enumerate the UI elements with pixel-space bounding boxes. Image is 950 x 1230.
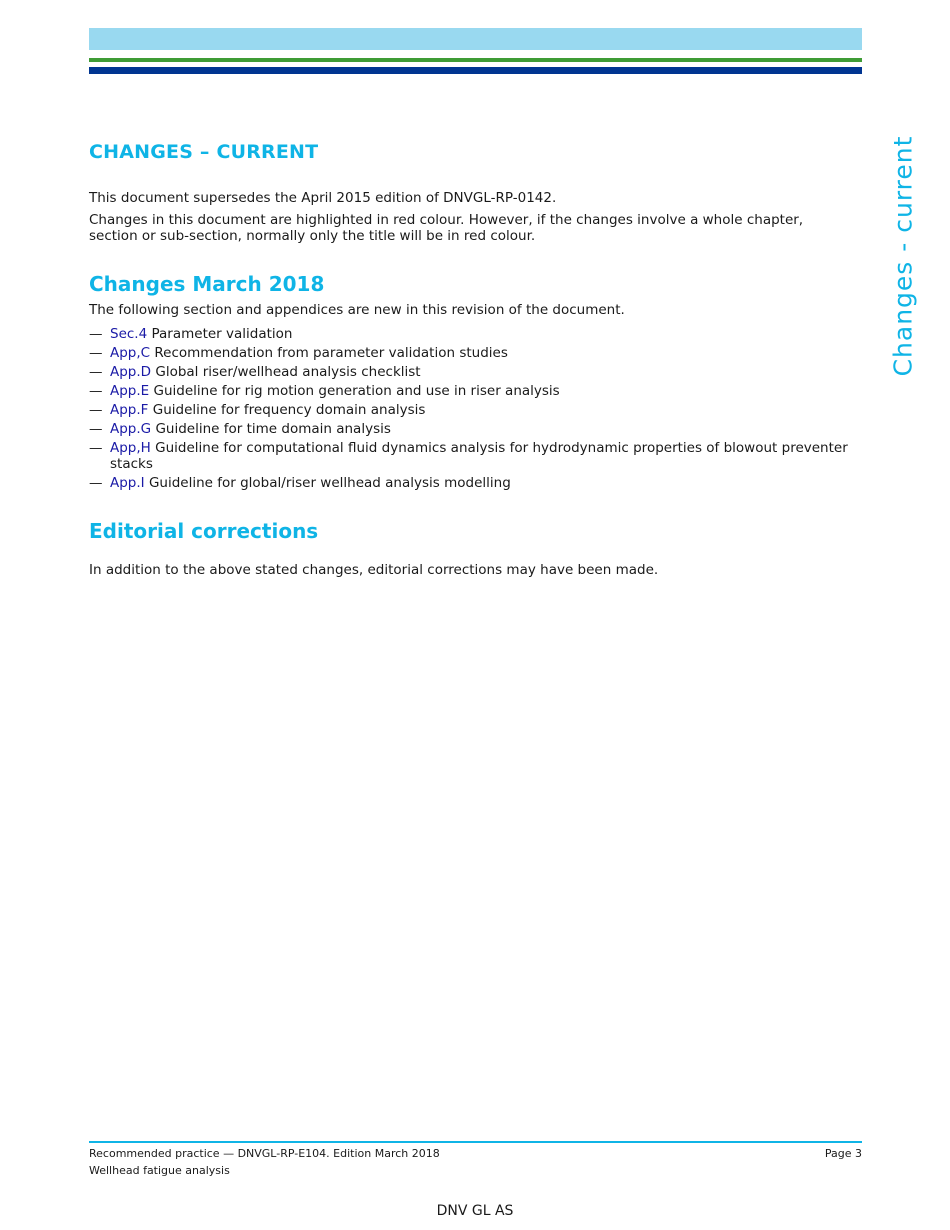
list-item — [89, 383, 849, 399]
dash-bullet: — — [89, 383, 103, 399]
list-item-text: Recommendation from parameter validation studies — [154, 345, 508, 361]
appendix-link[interactable]: App.D — [110, 364, 152, 380]
dash-bullet: — — [89, 326, 103, 342]
sidebar-label-text: Changes - current — [888, 135, 918, 377]
list-item — [89, 326, 849, 342]
section-title-editorial: Editorial corrections — [89, 519, 319, 543]
footer-document-id: Recommended practice — DNVGL-RP-E104. Edition March 2018 — [89, 1147, 440, 1160]
editorial-text: In addition to the above stated changes, editorial corrections may have been made. — [89, 562, 659, 578]
dash-bullet: — — [89, 345, 103, 361]
list-item — [89, 440, 849, 472]
appendix-link[interactable]: App,C — [110, 345, 151, 361]
list-item-text: Guideline for global/riser wellhead analysis modelling — [148, 475, 511, 491]
list-item — [89, 364, 849, 380]
page-title: CHANGES – CURRENT — [89, 141, 319, 163]
list-item — [89, 421, 849, 437]
list-item-text: Guideline for rig motion generation and use in riser analysis — [153, 383, 560, 399]
company-name: DNV GL AS — [436, 1203, 514, 1219]
header-band-navy — [89, 67, 862, 74]
changes-lead: The following section and appendices are new in this revision of the document. — [89, 302, 625, 318]
intro-paragraph-1: This document supersedes the April 2015 edition of DNVGL-RP-0142. — [89, 190, 557, 206]
list-item — [89, 475, 849, 491]
sidebar-section-label — [888, 135, 918, 377]
dash-bullet: — — [89, 402, 103, 418]
dash-bullet: — — [89, 364, 103, 380]
section-title-changes: Changes March 2018 — [89, 272, 325, 296]
header-band-green — [89, 58, 862, 62]
appendix-link[interactable]: App.E — [110, 383, 150, 399]
footer-page-number: Page 3 — [824, 1147, 862, 1160]
dash-bullet: — — [89, 421, 103, 437]
appendix-link[interactable]: App,H — [110, 440, 151, 456]
changes-list — [89, 326, 849, 494]
appendix-link[interactable]: App.F — [110, 402, 149, 418]
dash-bullet: — — [89, 440, 103, 456]
list-item — [89, 402, 849, 418]
footer-document-title: Wellhead fatigue analysis — [89, 1164, 230, 1177]
list-item — [89, 345, 849, 361]
intro-paragraph-2: Changes in this document are highlighted in red colour. However, if the changes involve a whole chapter, section or sub-section, normally only the title will be in red colour. — [89, 212, 804, 244]
dash-bullet: — — [89, 475, 103, 491]
list-item-text: Parameter validation — [151, 326, 293, 342]
section-link[interactable]: Sec.4 — [110, 326, 148, 342]
footer-divider — [89, 1141, 862, 1143]
appendix-link[interactable]: App.I — [110, 475, 145, 491]
list-item-text: Guideline for time domain analysis — [155, 421, 391, 437]
list-item-text: Guideline for computational fluid dynamics analysis for hydrodynamic properties of blowout preventer stacks — [110, 440, 848, 472]
list-item-text: Guideline for frequency domain analysis — [152, 402, 426, 418]
list-item-text: Global riser/wellhead analysis checklist — [155, 364, 421, 380]
header-band-light-blue — [89, 28, 862, 50]
appendix-link[interactable]: App.G — [110, 421, 152, 437]
